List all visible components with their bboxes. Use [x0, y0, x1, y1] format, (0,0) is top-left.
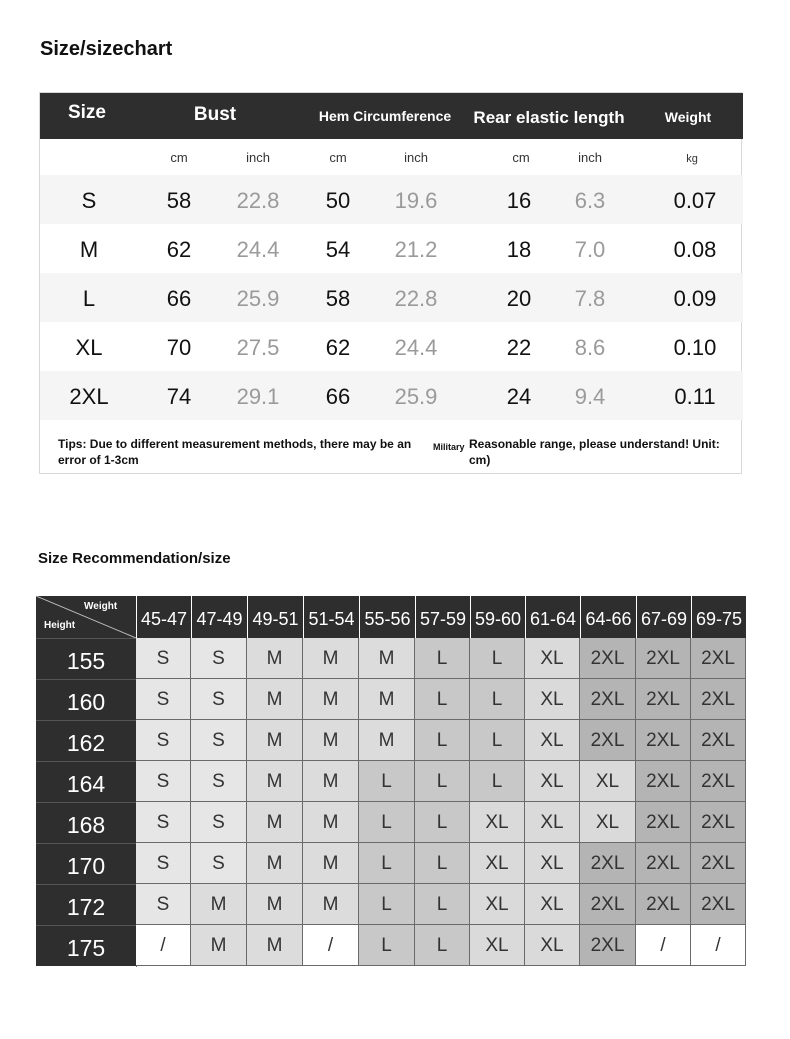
corner-header — [36, 596, 136, 638]
cell-hem-cm: 62 — [325, 335, 351, 360]
height-header: 175 — [36, 925, 136, 966]
size-cell: M — [247, 638, 303, 679]
size-cell: 2XL — [580, 843, 636, 884]
unit-label: cm — [512, 150, 530, 165]
cell-hem-cm: 58 — [325, 286, 351, 311]
size-cell: M — [247, 925, 303, 966]
size-cell: M — [359, 638, 415, 679]
unit-label: kg — [686, 153, 698, 165]
size-cell: 2XL — [636, 679, 691, 720]
size-cell: S — [136, 884, 191, 925]
cell-size: XL — [75, 335, 103, 360]
size-cell: 2XL — [636, 843, 691, 884]
weight-header: 67-69 — [636, 596, 691, 638]
size-cell: M — [303, 638, 359, 679]
tips-text: Tips: Due to different measurement methods, there may be an error of 1-3cm — [58, 437, 412, 467]
size-cell: L — [470, 720, 525, 761]
size-cell: M — [303, 843, 359, 884]
recommendation-title: Size Recommendation/size — [38, 550, 231, 567]
size-cell: 2XL — [580, 925, 636, 966]
size-cell: M — [247, 761, 303, 802]
size-cell: 2XL — [580, 638, 636, 679]
size-cell: M — [359, 679, 415, 720]
size-cell: 2XL — [580, 884, 636, 925]
size-cell: XL — [525, 638, 580, 679]
weight-header: 61-64 — [525, 596, 580, 638]
cell-weight: 0.11 — [674, 384, 716, 409]
size-cell: XL — [525, 843, 580, 884]
weight-header: 59-60 — [470, 596, 525, 638]
height-header: 172 — [36, 884, 136, 925]
cell-bust-in: 29.1 — [236, 384, 280, 409]
cell-bust-cm: 66 — [166, 286, 192, 311]
size-cell: XL — [470, 843, 525, 884]
cell-weight: 0.09 — [673, 286, 717, 311]
size-cell: 2XL — [691, 720, 746, 761]
size-cell: M — [247, 720, 303, 761]
size-cell: / — [136, 925, 191, 966]
corner-height-label: Height — [44, 620, 76, 631]
weight-header: 64-66 — [580, 596, 636, 638]
cell-bust-in: 24.4 — [236, 237, 280, 262]
size-cell: L — [359, 925, 415, 966]
cell-bust-in: 27.5 — [236, 335, 280, 360]
unit-label: cm — [170, 150, 188, 165]
size-cell: M — [247, 884, 303, 925]
tips-text-right: Reasonable range, please understand! Unit: cm) — [469, 437, 720, 467]
size-cell: L — [359, 884, 415, 925]
size-cell: 2XL — [580, 679, 636, 720]
size-row — [40, 175, 743, 224]
size-chart-header — [40, 93, 743, 139]
size-cell: M — [359, 720, 415, 761]
size-cell: M — [247, 679, 303, 720]
size-cell: L — [415, 925, 470, 966]
cell-hem-in: 21.2 — [394, 237, 438, 262]
height-header: 168 — [36, 802, 136, 843]
cell-rear-in: 7.0 — [574, 237, 606, 262]
size-cell: L — [415, 802, 470, 843]
size-cell: / — [691, 925, 746, 966]
weight-header: 57-59 — [415, 596, 470, 638]
size-cell: XL — [470, 925, 525, 966]
weight-header: 47-49 — [191, 596, 247, 638]
size-cell: 2XL — [691, 638, 746, 679]
size-row — [40, 371, 743, 420]
cell-rear-cm: 16 — [506, 188, 532, 213]
size-cell: L — [415, 884, 470, 925]
weight-header: 51-54 — [303, 596, 359, 638]
size-cell: 2XL — [636, 884, 691, 925]
size-cell: / — [636, 925, 691, 966]
size-cell: XL — [470, 884, 525, 925]
size-cell: L — [415, 638, 470, 679]
cell-weight: 0.10 — [673, 335, 717, 360]
size-cell: M — [247, 802, 303, 843]
cell-hem-cm: 54 — [325, 237, 351, 262]
header-weight: Weight — [664, 109, 712, 125]
height-header: 162 — [36, 720, 136, 761]
corner-weight-label: Weight — [84, 601, 118, 612]
size-cell: 2XL — [636, 802, 691, 843]
cell-hem-in: 22.8 — [394, 286, 438, 311]
cell-size: L — [82, 286, 96, 311]
cell-rear-in: 9.4 — [574, 384, 606, 409]
size-cell: S — [191, 843, 247, 884]
header-hem: Hem Circumference — [318, 108, 452, 124]
cell-bust-in: 25.9 — [236, 286, 280, 311]
size-cell: S — [136, 720, 191, 761]
size-cell: S — [191, 802, 247, 843]
size-cell: L — [470, 638, 525, 679]
size-cell: L — [359, 761, 415, 802]
weight-header: 49-51 — [247, 596, 303, 638]
cell-bust-cm: 58 — [166, 188, 192, 213]
size-cell: S — [136, 679, 191, 720]
size-cell: M — [303, 679, 359, 720]
cell-weight: 0.08 — [673, 237, 717, 262]
size-cell: 2XL — [580, 720, 636, 761]
size-cell: L — [470, 761, 525, 802]
cell-rear-cm: 20 — [506, 286, 532, 311]
header-size: Size — [67, 102, 107, 123]
unit-label: inch — [404, 150, 428, 165]
size-cell: XL — [525, 679, 580, 720]
unit-label: cm — [329, 150, 347, 165]
size-cell: 2XL — [691, 884, 746, 925]
size-cell: S — [136, 638, 191, 679]
size-cell: M — [303, 720, 359, 761]
size-cell: XL — [525, 720, 580, 761]
size-cell: M — [247, 843, 303, 884]
header-bust: Bust — [193, 104, 237, 125]
cell-rear-cm: 24 — [506, 384, 532, 409]
cell-weight: 0.07 — [673, 188, 717, 213]
size-chart — [39, 92, 742, 474]
size-cell: M — [191, 925, 247, 966]
unit-label: inch — [578, 150, 602, 165]
size-cell: S — [191, 638, 247, 679]
size-cell: XL — [525, 925, 580, 966]
size-cell: L — [359, 843, 415, 884]
size-cell: 2XL — [636, 720, 691, 761]
cell-hem-cm: 50 — [325, 188, 351, 213]
size-cell: XL — [580, 761, 636, 802]
size-cell: S — [191, 761, 247, 802]
size-cell: L — [415, 843, 470, 884]
size-cell: XL — [525, 802, 580, 843]
header-rear: Rear elastic length — [473, 108, 625, 127]
cell-hem-in: 24.4 — [394, 335, 438, 360]
size-cell: M — [303, 884, 359, 925]
cell-hem-cm: 66 — [325, 384, 351, 409]
size-cell: S — [191, 720, 247, 761]
cell-hem-in: 19.6 — [394, 188, 438, 213]
size-cell: XL — [525, 761, 580, 802]
recommendation-table — [36, 596, 746, 967]
cell-bust-cm: 70 — [166, 335, 192, 360]
size-cell: S — [136, 843, 191, 884]
size-cell: M — [303, 761, 359, 802]
military-label: Military — [433, 442, 465, 452]
size-cell: XL — [580, 802, 636, 843]
size-cell: L — [359, 802, 415, 843]
unit-label: inch — [246, 150, 270, 165]
unit-row — [40, 139, 743, 175]
size-cell: L — [415, 720, 470, 761]
cell-size: S — [81, 188, 97, 213]
size-cell: 2XL — [636, 761, 691, 802]
size-cell: L — [415, 761, 470, 802]
size-cell: S — [136, 761, 191, 802]
height-header: 164 — [36, 761, 136, 802]
cell-size: 2XL — [69, 384, 109, 409]
size-cell: / — [303, 925, 359, 966]
size-cell: M — [303, 802, 359, 843]
size-cell: XL — [470, 802, 525, 843]
size-row — [40, 322, 743, 371]
size-cell: 2XL — [691, 843, 746, 884]
cell-size: M — [79, 237, 99, 262]
page-title: Size/sizechart — [40, 38, 173, 60]
weight-header: 55-56 — [359, 596, 415, 638]
size-row — [40, 224, 743, 273]
size-cell: XL — [525, 884, 580, 925]
size-row — [40, 273, 743, 322]
height-header: 160 — [36, 679, 136, 720]
size-cell: S — [136, 802, 191, 843]
weight-header: 69-75 — [691, 596, 746, 638]
size-cell: M — [191, 884, 247, 925]
cell-rear-in: 7.8 — [574, 286, 606, 311]
size-cell: 2XL — [691, 802, 746, 843]
cell-rear-cm: 18 — [506, 237, 532, 262]
size-cell: S — [191, 679, 247, 720]
height-header: 155 — [36, 638, 136, 679]
size-cell: L — [470, 679, 525, 720]
cell-bust-cm: 74 — [166, 384, 192, 409]
size-cell: L — [415, 679, 470, 720]
cell-bust-in: 22.8 — [236, 188, 280, 213]
size-cell: 2XL — [691, 761, 746, 802]
cell-rear-in: 8.6 — [574, 335, 606, 360]
size-cell: 2XL — [636, 638, 691, 679]
weight-header: 45-47 — [136, 596, 191, 638]
cell-hem-in: 25.9 — [394, 384, 438, 409]
cell-rear-cm: 22 — [506, 335, 532, 360]
size-cell: 2XL — [691, 679, 746, 720]
height-header: 170 — [36, 843, 136, 884]
cell-bust-cm: 62 — [166, 237, 192, 262]
cell-rear-in: 6.3 — [574, 188, 606, 213]
